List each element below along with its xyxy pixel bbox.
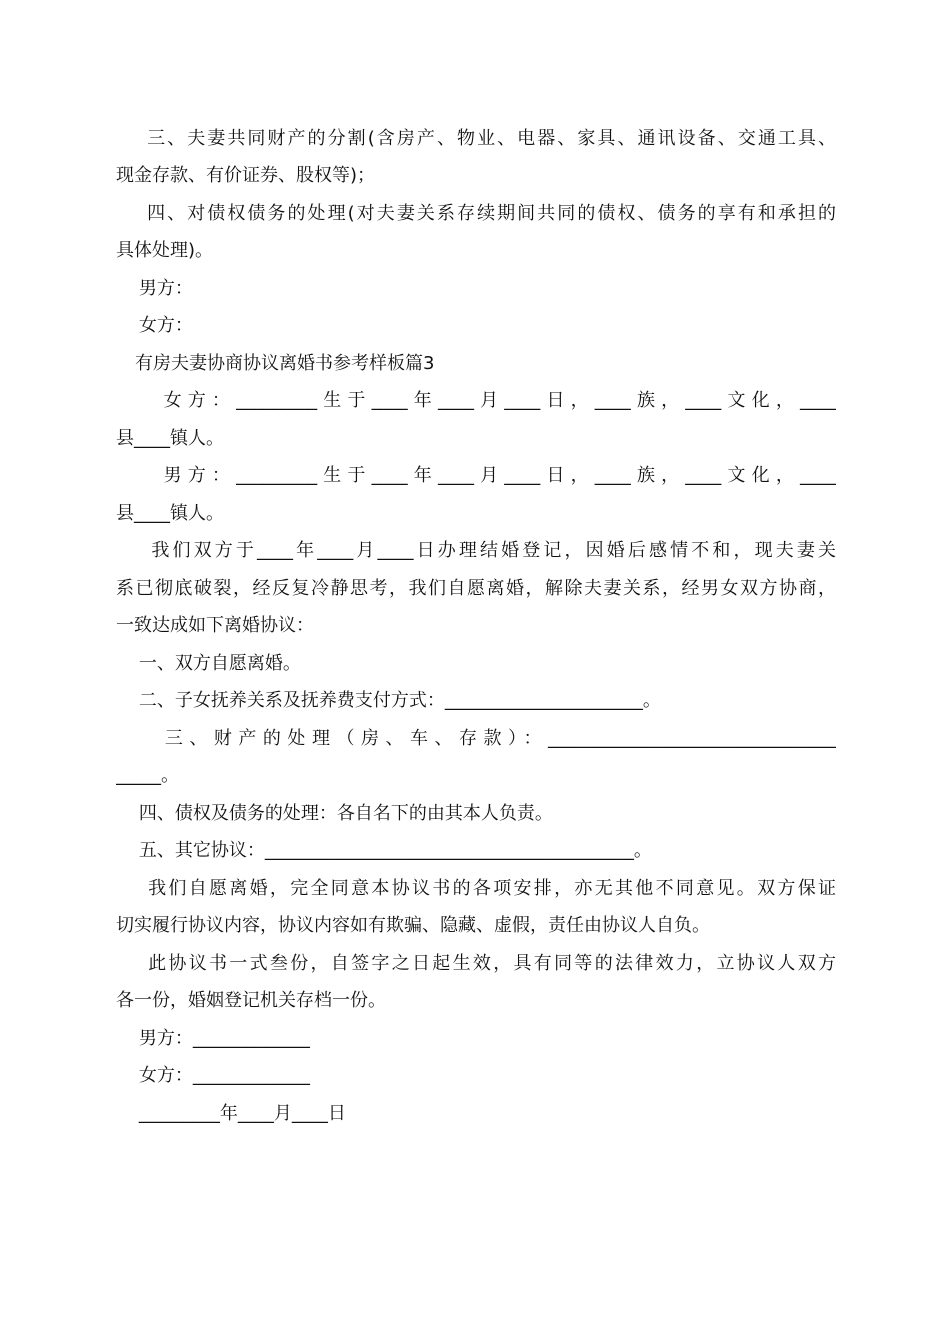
text-line: 县____镇人。 [116, 428, 224, 449]
text-line: 县____镇人。 [116, 503, 224, 524]
text-line: 切实履行协议内容，协议内容如有欺骗、隐藏、虚假，责任由协议人自负。 [116, 915, 710, 936]
text-line: 此协议书一式叁份，自签字之日起生效，具有同等的法律效力，立协议人双方 [116, 953, 836, 974]
text-line: 具体处理)。 [116, 240, 214, 261]
clause-item: 四、债权及债务的处理：各自名下的由其本人负责。 [116, 803, 553, 824]
text-line: 一致达成如下离婚协议： [116, 615, 314, 636]
signature-line-male: 男方：_____________ [116, 1028, 310, 1049]
date-line: _________年____月____日 [116, 1103, 346, 1124]
clause-item: 五、其它协议：_________________________________________。 [116, 840, 652, 861]
text-line: 各一份，婚姻登记机关存档一份。 [116, 990, 386, 1011]
text-line: 现金存款、有价证券、股权等)； [116, 165, 376, 186]
text-line: 男方：_________生于____年____月____日，____族，____文化，____ [116, 465, 836, 486]
text-line: 女方：_________生于____年____月____日，____族，____文化，____ [116, 390, 836, 411]
section-title: 有房夫妻协商协议离婚书参考样板篇3 [135, 353, 435, 374]
text-line: 我们双方于____年____月____日办理结婚登记，因婚后感情不和，现夫妻关 [116, 540, 836, 561]
signature-label-female: 女方： [116, 315, 193, 336]
text-line: 四、对债权债务的处理(对夫妻关系存续期间共同的债权、债务的享有和承担的 [116, 203, 836, 224]
clause-item: 一、双方自愿离婚。 [116, 653, 301, 674]
clause-item: 三、财产的处理（房、车、存款）：________________________________ [116, 728, 836, 749]
signature-label-male: 男方： [116, 278, 193, 299]
text-line: _____。 [116, 765, 179, 786]
signature-line-female: 女方：_____________ [116, 1065, 310, 1086]
text-line: 三、夫妻共同财产的分割(含房产、物业、电器、家具、通讯设备、交通工具、 [116, 128, 836, 149]
text-line: 系已彻底破裂，经反复冷静思考，我们自愿离婚，解除夫妻关系，经男女双方协商， [116, 578, 836, 599]
clause-item: 二、子女抚养关系及抚养费支付方式：______________________。 [116, 690, 661, 711]
text-line: 我们自愿离婚，完全同意本协议书的各项安排，亦无其他不同意见。双方保证 [116, 878, 836, 899]
